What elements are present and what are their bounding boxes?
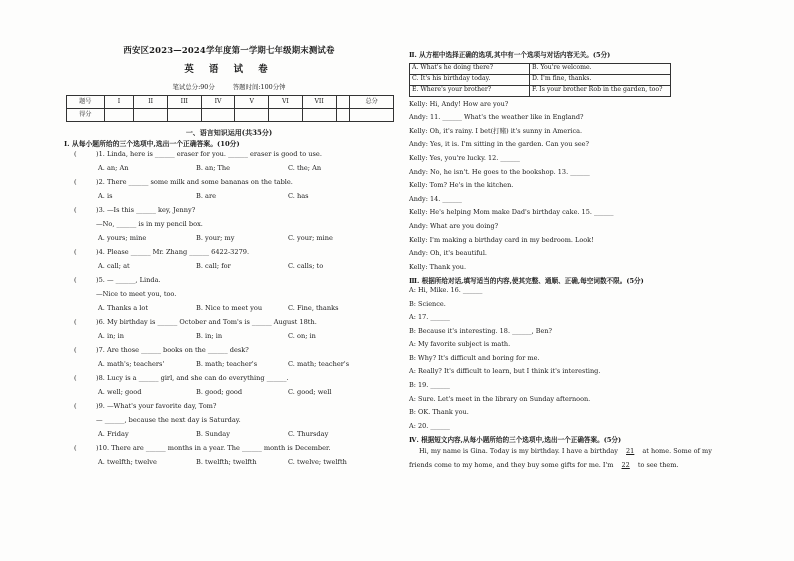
options	[64, 193, 394, 204]
question-stem: )3. —Is this ______ key, Jenny?	[96, 206, 196, 215]
answer-paren[interactable]: (	[74, 248, 77, 257]
option-a: A. call; at	[98, 262, 130, 271]
dialogue-line: A: My favorite subject is math.	[409, 340, 511, 349]
part3-dialogue	[409, 287, 685, 434]
score-cell: 得分	[67, 109, 105, 122]
option-a: A. in; in	[98, 332, 124, 341]
option-box-row	[410, 63, 671, 74]
question	[64, 319, 394, 330]
option-c: C. the; An	[288, 164, 322, 173]
option-box-cell: C. It's his birthday today.	[410, 74, 530, 85]
right-column	[409, 51, 712, 473]
answer-paren[interactable]: (	[74, 346, 77, 355]
score-entry[interactable]	[336, 109, 350, 122]
question-stem: )1. Linda, here is ______ eraser for you. ______ eraser is good to use.	[96, 150, 322, 159]
dialogue-line: B: OK. Thank you.	[409, 408, 469, 417]
option-b: B. Sunday	[196, 430, 230, 439]
dialogue-line: Andy: 11. ______ What's the weather like in England?	[409, 113, 584, 122]
question	[64, 445, 394, 456]
exam-title: 西安区2023—2024学年度第一学期七年级期末测试卷	[123, 45, 335, 55]
score-cell	[336, 96, 350, 109]
option-a: A. Friday	[98, 430, 129, 439]
option-b: B. Nice to meet you	[196, 304, 263, 313]
option-box-cell: D. I'm fine, thanks.	[530, 74, 671, 85]
option-a: A. an; An	[98, 164, 129, 173]
score-entry[interactable]	[350, 109, 394, 122]
option-a: A. yours; mine	[98, 234, 147, 243]
dialogue-line: Kelly: Thank you.	[409, 262, 467, 271]
dialogue-line: Andy: Yes, it is. I'm sitting in the garden. Can you see?	[409, 140, 589, 149]
options	[64, 459, 394, 470]
option-a: A. is	[98, 192, 113, 201]
option-c: C. Thursday	[288, 430, 329, 439]
option-box-cell: A. What's he doing there?	[410, 63, 530, 74]
dialogue-line: Andy: Oh, it's beautiful.	[409, 249, 487, 258]
dialogue-line: Andy: No, he isn't. He goes to the bookshop. 13. ______	[409, 167, 590, 176]
part2-dialogue	[409, 101, 685, 275]
part-heading: Ⅰ. 从每小题所给的三个选项中,选出一个正确答案。(10分)	[64, 140, 240, 149]
option-b: B. your; my	[196, 234, 235, 243]
score-table-score-row	[67, 109, 394, 122]
score-cell: III	[168, 96, 202, 109]
score-entry[interactable]	[269, 109, 303, 122]
option-c: C. Fine, thanks	[288, 304, 339, 313]
dialogue-line: B: Science.	[409, 299, 446, 308]
score-cell: 题号	[67, 96, 105, 109]
part2-heading: Ⅱ. 从方框中选择正确的选项,其中有一个选项与对话内容无关。(5分)	[409, 51, 611, 59]
option-b: B. math; teacher's	[196, 360, 258, 369]
question-stem: )2. There ______ some milk and some bananas on the table.	[96, 178, 293, 187]
options	[64, 333, 394, 344]
dialogue-line: Kelly: Tom? He's in the kitchen.	[409, 181, 514, 190]
dialogue-line: A: Sure. Let's meet in the library on Sunday afternoon.	[409, 394, 591, 403]
dialogue-line: A: Really? It's difficult to learn, but I think it's interesting.	[409, 367, 601, 376]
option-b: B. good; good	[196, 388, 243, 397]
option-a: A. Thanks a lot	[98, 304, 149, 313]
option-c: C. calls; to	[288, 262, 324, 271]
dialogue-line: Kelly: He's helping Mom make Dad's birthday cake. 15. ______	[409, 208, 614, 217]
option-box	[409, 63, 671, 97]
dialogue-line: B: Why? It's difficult and boring for me.	[409, 353, 540, 362]
question	[64, 249, 394, 260]
answer-paren[interactable]: (	[74, 374, 77, 383]
dialogue-line: A: 17. ______	[409, 313, 450, 322]
options	[64, 263, 394, 274]
options	[64, 305, 394, 316]
score-cell: VII	[302, 96, 336, 109]
option-box-cell: B. You're welcome.	[530, 63, 671, 74]
question-stem: )7. Are those ______ books on the ______ desk?	[96, 346, 249, 355]
question	[64, 151, 394, 162]
question-continuation	[64, 221, 394, 232]
score-cell: I	[104, 96, 134, 109]
option-c: C. your; mine	[288, 234, 333, 243]
score-cell: V	[235, 96, 269, 109]
left-column	[64, 46, 394, 470]
score-table	[66, 95, 394, 122]
question-stem: )4. Please ______ Mr. Zhang ______ 6422-3279.	[96, 248, 250, 257]
blank-22[interactable]: 22	[621, 461, 630, 470]
options	[64, 389, 394, 400]
question-continuation-text: — ______, because the next day is Saturday.	[96, 416, 241, 425]
answer-paren[interactable]: (	[74, 318, 77, 327]
question-stem: )6. My birthday is ______ October and Tom's is ______ August 18th.	[96, 318, 317, 327]
question-stem: )9. —What's your favorite day, Tom?	[96, 402, 217, 411]
score-entry[interactable]	[302, 109, 336, 122]
options	[64, 361, 394, 372]
option-box-row	[410, 85, 671, 96]
option-box-row	[410, 74, 671, 85]
options	[64, 431, 394, 442]
option-b: B. twelfth; twelfth	[196, 458, 257, 467]
option-a: A. well; good	[98, 388, 142, 397]
passage-text: at home. Some of my	[642, 447, 712, 456]
answer-paren[interactable]: (	[74, 206, 77, 215]
option-c: C. math; teacher's	[288, 360, 350, 369]
passage-text: Hi, my name is Gina. Today is my birthday. I have a birthday	[419, 447, 618, 456]
option-a: A. twelfth; twelve	[98, 458, 157, 467]
score-cell: 总分	[350, 96, 394, 109]
question-stem: )10. There are ______ months in a year. The ______ month is December.	[96, 444, 331, 453]
passage-text: to see them.	[637, 461, 679, 470]
answer-paren[interactable]: (	[74, 276, 77, 285]
passage-line	[409, 447, 712, 459]
answer-paren[interactable]: (	[74, 444, 77, 453]
answer-paren[interactable]: (	[74, 402, 77, 411]
passage-line	[409, 462, 685, 473]
question-continuation-text: —No, ______ is in my pencil box.	[96, 220, 203, 229]
question	[64, 347, 394, 358]
dialogue-line: A: Hi, Mike. 16. ______	[409, 285, 483, 294]
score-entry[interactable]	[235, 109, 269, 122]
option-b: B. an; The	[196, 164, 231, 173]
option-c: C. good; well	[288, 388, 332, 397]
score-cell: VI	[269, 96, 303, 109]
score-entry[interactable]	[201, 109, 235, 122]
option-b: B. call; for	[196, 262, 231, 271]
exam-subtitle: 英 语 试 卷	[184, 64, 274, 76]
part3-heading: Ⅲ. 根据所给对话,填写适当的内容,使其完整、通顺、正确,每空词数不限。(5分)	[409, 276, 644, 285]
option-a: A. math's; teachers'	[98, 360, 165, 369]
score-cell: IV	[201, 96, 235, 109]
score-cell: II	[134, 96, 168, 109]
score-entry[interactable]	[104, 109, 134, 122]
answer-paren[interactable]: (	[74, 178, 77, 187]
option-b: B. are	[196, 192, 217, 201]
question-stem: )8. Lucy is a ______ girl, and she can do everything ______.	[96, 374, 289, 383]
dialogue-line: Andy: 14. ______	[409, 194, 462, 203]
dialogue-line: Kelly: Oh, it's rainy. I bet(打赌) it's sunny in America.	[409, 126, 583, 135]
option-c: C. on; in	[288, 332, 316, 341]
option-c: C. twelve; twelfth	[288, 458, 347, 467]
answer-paren[interactable]: (	[74, 150, 77, 159]
dialogue-line: Kelly: Yes, you're lucky. 12. ______	[409, 153, 520, 162]
question	[64, 207, 394, 218]
dialogue-line: B: Because it's interesting. 18. ______, Ben?	[409, 326, 552, 335]
question	[64, 403, 394, 414]
question-continuation-text: —Nice to meet you, too.	[96, 290, 177, 299]
option-b: B. in; in	[196, 332, 223, 341]
question-continuation	[64, 291, 394, 302]
passage-text: friends come to my home, and they buy some gifts for me. I'm	[409, 461, 614, 470]
dialogue-line: B: 19. ______	[409, 381, 450, 390]
exam-meta: 笔试总分:90分 答题时间:100分钟	[172, 82, 286, 91]
option-box-cell: F. Is your brother Rob in the garden, too?	[530, 85, 671, 96]
dialogue-line: Kelly: I'm making a birthday card in my bedroom. Look!	[409, 235, 594, 244]
question-continuation	[64, 417, 394, 428]
option-box-cell: E. Where's your brother?	[410, 85, 530, 96]
score-entry[interactable]	[134, 109, 168, 122]
score-table-header-row	[67, 96, 394, 109]
dialogue-line: A: 20. ______	[409, 421, 450, 430]
question	[64, 375, 394, 386]
blank-21[interactable]: 21	[626, 447, 635, 456]
options	[64, 165, 394, 176]
dialogue-line: Kelly: Hi, Andy! How are you?	[409, 99, 509, 108]
dialogue-line: Andy: What are you doing?	[409, 221, 499, 230]
part4-heading: Ⅳ. 根据短文内容,从每小题所给的三个选项中,选出一个正确答案。(5分)	[409, 435, 622, 444]
question	[64, 179, 394, 190]
section-heading: 一、语言知识运用(共35分)	[185, 128, 273, 138]
question	[64, 277, 394, 288]
option-c: C. has	[288, 192, 309, 201]
score-entry[interactable]	[168, 109, 202, 122]
options	[64, 235, 394, 246]
question-stem: )5. — ______, Linda.	[96, 276, 161, 285]
